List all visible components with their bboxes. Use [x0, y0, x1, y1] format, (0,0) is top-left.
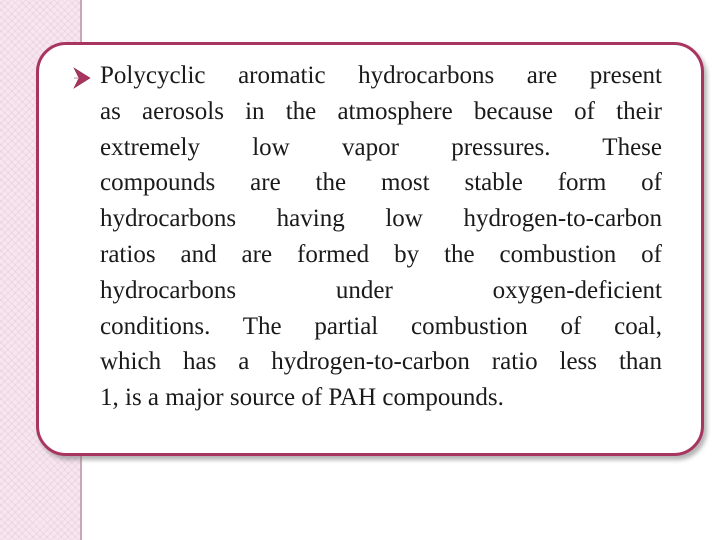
paragraph-line: hydrocarbons under oxygen-deficient	[100, 276, 662, 304]
paragraph-line: hydrocarbons having low hydrogen-to-carbon	[100, 205, 662, 233]
body-paragraph	[100, 58, 662, 416]
paragraph-line: 1, is a major source of PAH compounds.	[100, 384, 504, 412]
paragraph-line: as aerosols in the atmosphere because of their	[100, 97, 662, 125]
paragraph-line: compounds are the most stable form of	[100, 169, 662, 197]
paragraph-line: Polycyclic aromatic hydrocarbons are present	[100, 62, 662, 89]
paragraph-line: which has a hydrogen-to-carbon ratio less than	[100, 348, 662, 376]
paragraph-line: extremely low vapor pressures. These	[100, 133, 662, 161]
paragraph-line: ratios and are formed by the combustion of	[100, 240, 662, 268]
diamond-bullet-icon	[70, 64, 94, 92]
paragraph-line: conditions. The partial combustion of coal,	[100, 312, 662, 340]
